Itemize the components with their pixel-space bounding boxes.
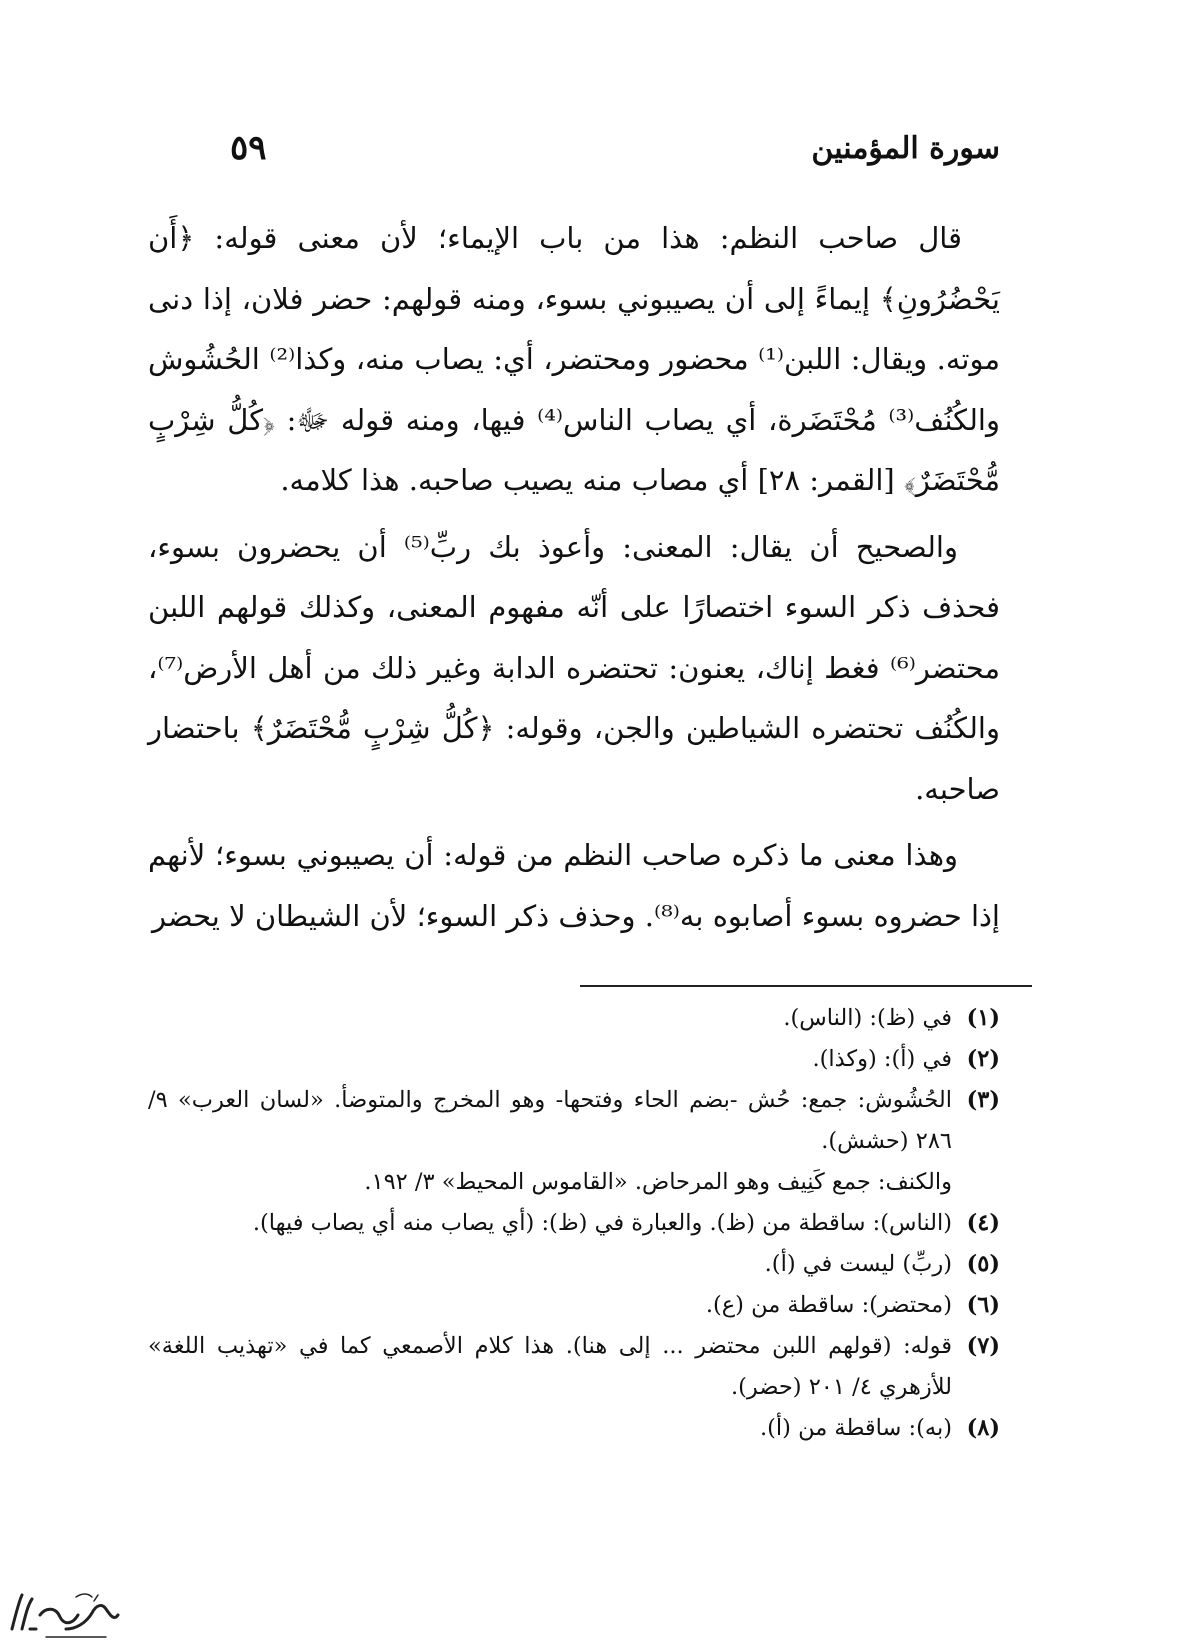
footnote-text: الحُشُوش: جمع: حُش -بضم الحاء وفتحها- وهو المخرج والمتوضأ. «لسان العرب» ٩/ ٢٨٦ (حشش). bbox=[148, 1087, 952, 1154]
footnote-item bbox=[148, 1080, 1000, 1162]
footnote-item bbox=[148, 1326, 1000, 1408]
footnote-text: (الناس): ساقطة من (ظ). والعبارة في (ظ): (أي يصاب منه أي يصاب فيها). bbox=[252, 1210, 952, 1236]
footnote-text: في (ظ): (الناس). bbox=[783, 1005, 952, 1031]
footnote-number: (٨) bbox=[966, 1415, 1000, 1441]
footnote-continuation bbox=[148, 1162, 1000, 1203]
footnote-item bbox=[148, 1408, 1000, 1449]
footnote-item bbox=[148, 1285, 1000, 1326]
footnote-number: (١) bbox=[966, 1005, 1000, 1031]
paragraph: وهذا معنى ما ذكره صاحب النظم من قوله: أن يصيبوني بسوء؛ لأنهم إذا حضروه بسوء أصابوه به⁽⁸⁾. وحذف ذكر السوء؛ لأن الشيطان لا يحضر bbox=[148, 838, 1000, 933]
footnote-text: والكنف: جمع كَنِيف وهو المرحاض. «القاموس المحيط» ٣/ ١٩٢. bbox=[364, 1169, 952, 1195]
footnote-number: (٧) bbox=[966, 1333, 1000, 1359]
footnote-item bbox=[148, 1203, 1000, 1244]
footnote-number: (٦) bbox=[966, 1292, 1000, 1318]
footnote-text: (به): ساقطة من (أ). bbox=[759, 1415, 952, 1441]
footnote-text: (محتضر): ساقطة من (ع). bbox=[705, 1292, 952, 1318]
publisher-logo bbox=[6, 1585, 124, 1643]
surah-title: سورة المؤمنين bbox=[811, 130, 1000, 166]
page-header bbox=[230, 118, 1000, 178]
footnote-item bbox=[148, 998, 1000, 1039]
paragraph: قال صاحب النظم: هذا من باب الإيماء؛ لأن معنى قوله: ﴿أَن يَحْضُرُونِ﴾ إيماءً إلى أن يصيبوني بسوء، ومنه قولهم: حضر فلان، إذا دنى موته. ويقال: اللبن⁽¹⁾ محضور ومحتضر، أي: يصاب منه، وكذا⁽²⁾ الحُشُوش والكُنُف⁽³⁾ مُحْتَضَرة، أي يصاب الناس⁽⁴⁾ فيها، ومنه قوله ﷻ: ﴿كُلُّ شِرْبٍ مُّحْتَضَرٌ﴾ [القمر: ٢٨] أي مصاب منه يصيب صاحبه. هذا كلامه. bbox=[148, 221, 1000, 497]
calligraphy-logo-icon bbox=[6, 1585, 124, 1643]
footnote-number: (٢) bbox=[966, 1046, 1000, 1072]
footnote-divider bbox=[580, 985, 1032, 987]
footnote-number: (٥) bbox=[966, 1251, 1000, 1277]
footnote-number: (٤) bbox=[966, 1210, 1000, 1236]
footnote-text: (ربِّ) ليست في (أ). bbox=[764, 1251, 952, 1277]
footnote-text: قوله: (قولهم اللبن محتضر ... إلى هنا). هذا كلام الأصمعي كما في «تهذيب اللغة» للأزهري ٤/ ٢٠١ (حضر). bbox=[148, 1333, 952, 1400]
footnote-item bbox=[148, 1244, 1000, 1285]
paragraph: والصحيح أن يقال: المعنى: وأعوذ بك ربِّ⁽⁵⁾ أن يحضرون بسوء، فحذف ذكر السوء اختصارًا على أنّه مفهوم المعنى، وكذلك قولهم اللبن محتضر⁽⁶⁾ فغط إناك، يعنون: تحتضره الدابة وغير ذلك من أهل الأرض⁽⁷⁾، والكُنُف تحتضره الشياطين والجن، وقوله: ﴿كُلُّ شِرْبٍ مُّحْتَضَرٌ﴾ باحتضار صاحبه. bbox=[148, 529, 1000, 806]
footnote-item bbox=[148, 1039, 1000, 1080]
main-text bbox=[148, 208, 1000, 952]
footnote-text: في (أ): (وكذا). bbox=[812, 1046, 952, 1072]
page-number: ٥٩ bbox=[230, 128, 267, 168]
footnote-number: (٣) bbox=[966, 1087, 1000, 1113]
footnotes bbox=[148, 998, 1000, 1449]
